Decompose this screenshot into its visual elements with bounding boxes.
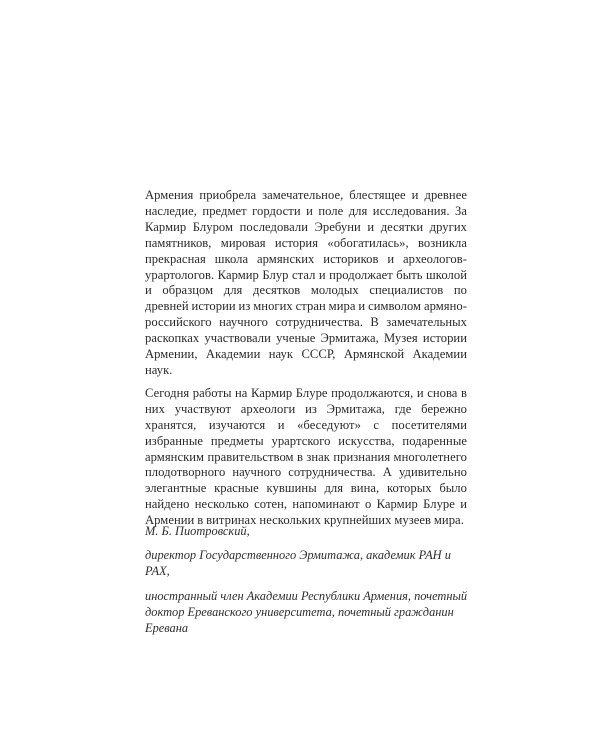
- author-honors-line-2: доктор Ереванского университета, почетный гражданин Еревана: [145, 605, 454, 635]
- author-name: М. Б. Пиотровский,: [145, 524, 250, 538]
- author-title: директор Государственного Эрмитажа, академик РАН и РАХ,: [145, 548, 451, 578]
- body-text: [145, 188, 467, 529]
- author-honors-line-1: иностранный член Академии Республики Армения, почетный: [145, 589, 468, 603]
- author-signature: [145, 523, 475, 636]
- paragraph-heritage: Армения приобрела замечательное, блестящее и древнее наследие, предмет гордости и поле для исследования. За Кармир Блуром последовали Эребуни и десятки других памятников, мировая история «обогатилась», возникла прекрасная школа армянских историков и археологов-урартологов. Кармир Блур стал и продолжает быть школой и образцом для десятков молодых специалистов по древней истории из многих стран мира и символом армяно-российского научного сотрудничества. В замечательных раскопках участвовали ученые Эрмитажа, Музея истории Армении, Академии наук СССР, Армянской Академии наук.: [145, 188, 468, 377]
- paragraph-excavations-today: Сегодня работы на Кармир Блуре продолжаются, и снова в них участвуют археологи из Эрмитажа, где бережно хранятся, изучаются и «беседуют» с посетителями избранные предметы урартского искусства, подаренные армянским правительством в знак признания многолетнего плодотворного научного сотрудничества. А удивительно элегантные красные кувшины для вина, которых было найдено несколько сотен, напоминают о Кармир Блуре и Армении в витринах нескольких крупнейших музеев мира.: [145, 385, 467, 528]
